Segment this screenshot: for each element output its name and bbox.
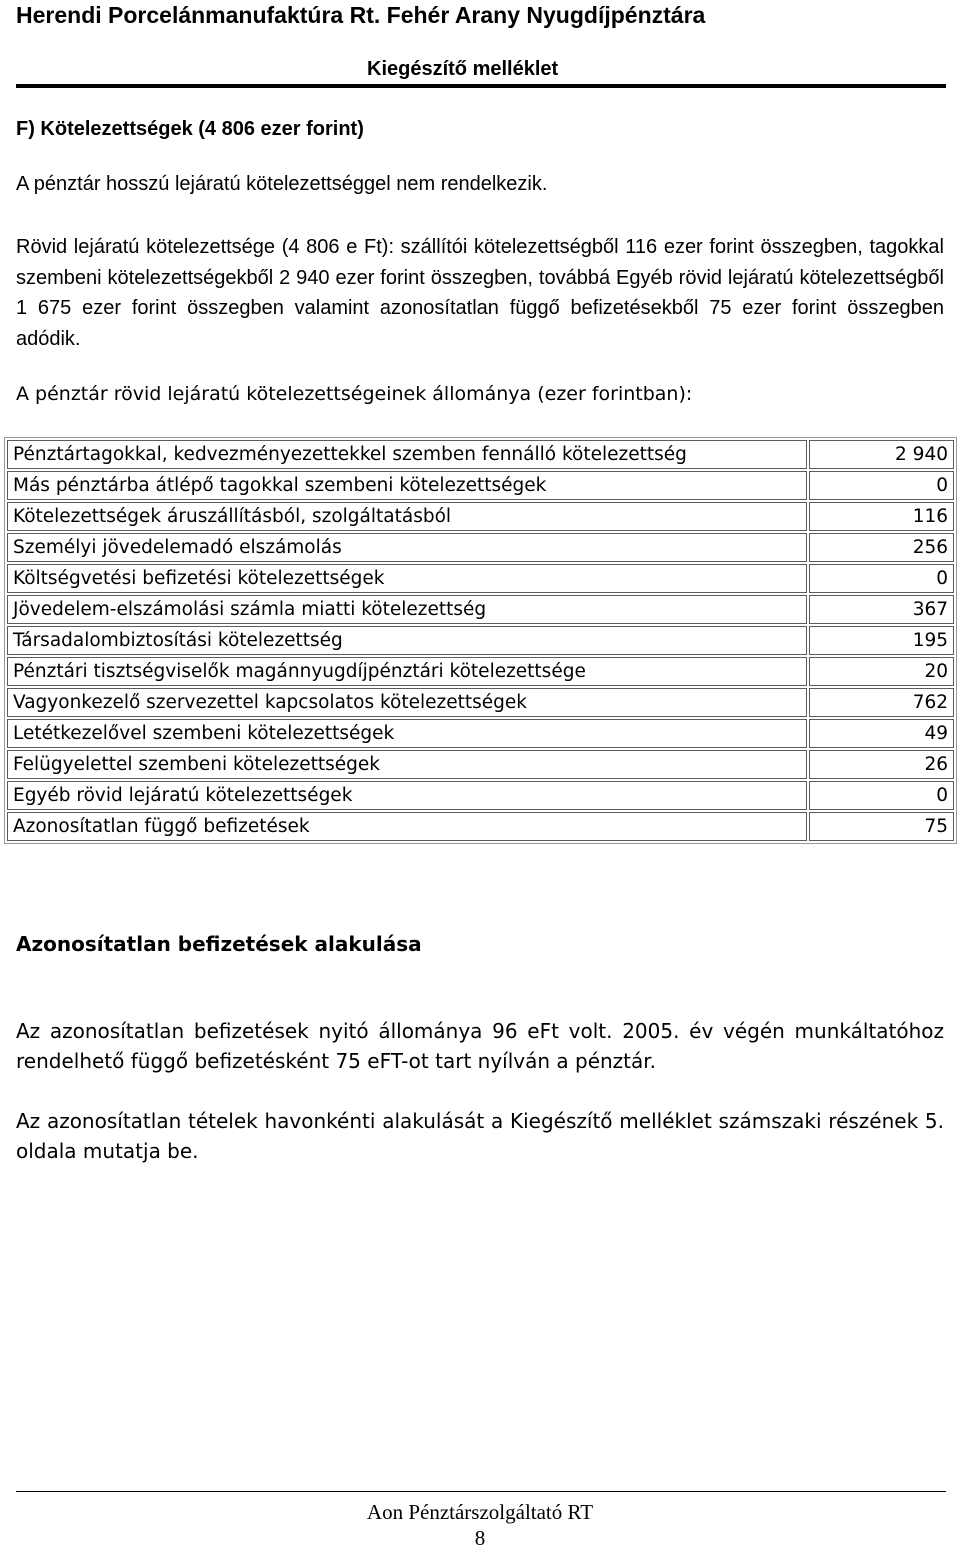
liability-value: 195 [809, 626, 954, 655]
liability-label: Letétkezelővel szembeni kötelezettségek [7, 719, 807, 748]
paragraph-unidentified-reference: Az azonosítatlan tételek havonkénti alakulását a Kiegészítő melléklet számszaki részének 5. oldala mutatja be. [16, 1109, 944, 1163]
table-row [7, 750, 954, 779]
liability-label: Felügyelettel szembeni kötelezettségek [7, 750, 807, 779]
document-title: Herendi Porcelánmanufaktúra Rt. Fehér Arany Nyugdíjpénztára [16, 2, 706, 28]
table-row [7, 812, 954, 841]
table-row [7, 781, 954, 810]
liability-value: 0 [809, 781, 954, 810]
document-subtitle: Kiegészítő melléklet [367, 58, 559, 80]
liability-value: 367 [809, 595, 954, 624]
liability-label: Vagyonkezelő szervezettel kapcsolatos kötelezettségek [7, 688, 807, 717]
liability-label: Más pénztárba átlépő tagokkal szembeni kötelezettségek [7, 471, 807, 500]
table-row [7, 657, 954, 686]
paragraph-long-term: A pénztár hosszú lejáratú kötelezettséggel nem rendelkezik. [16, 173, 548, 195]
liability-label: Költségvetési befizetési kötelezettségek [7, 564, 807, 593]
liability-label: Pénztártagokkal, kedvezményezettekkel szemben fennálló kötelezettség [7, 440, 807, 469]
header-divider [16, 84, 946, 88]
liability-label: Kötelezettségek áruszállításból, szolgáltatásból [7, 502, 807, 531]
liability-value: 762 [809, 688, 954, 717]
liabilities-table-body [7, 440, 954, 841]
liability-value: 2 940 [809, 440, 954, 469]
table-row [7, 719, 954, 748]
liability-label: Egyéb rövid lejáratú kötelezettségek [7, 781, 807, 810]
liability-label: Azonosítatlan függő befizetések [7, 812, 807, 841]
liability-value: 26 [809, 750, 954, 779]
table-row [7, 564, 954, 593]
page-number: 8 [474, 1526, 486, 1550]
table-row [7, 502, 954, 531]
liability-value: 256 [809, 533, 954, 562]
table-row [7, 533, 954, 562]
table-row [7, 626, 954, 655]
table-row [7, 440, 954, 469]
paragraph-unidentified-opening: Az azonosítatlan befizetések nyitó állománya 96 eFt volt. 2005. év végén munkáltatóhoz rendelhető függő befizetésként 75 eFT-ot tart nyílván a pénztár. [16, 1019, 944, 1073]
liability-value: 49 [809, 719, 954, 748]
liability-value: 20 [809, 657, 954, 686]
table-row [7, 688, 954, 717]
table-row [7, 595, 954, 624]
section-title-unidentified: Azonosítatlan befizetések alakulása [16, 932, 422, 956]
liability-label: Személyi jövedelemadó elszámolás [7, 533, 807, 562]
liability-label: Jövedelem-elszámolási számla miatti kötelezettség [7, 595, 807, 624]
liability-label: Pénztári tisztségviselők magánnyugdíjpénztári kötelezettsége [7, 657, 807, 686]
liability-value: 0 [809, 564, 954, 593]
liability-value: 116 [809, 502, 954, 531]
liabilities-table [4, 437, 957, 844]
table-row [7, 471, 954, 500]
table-intro: A pénztár rövid lejáratú kötelezettségeinek állománya (ezer forintban): [16, 383, 693, 405]
section-title-liabilities: F) Kötelezettségek (4 806 ezer forint) [16, 118, 364, 140]
footer-divider [16, 1491, 946, 1492]
liability-label: Társadalombiztosítási kötelezettség [7, 626, 807, 655]
paragraph-short-term: Rövid lejáratú kötelezettsége (4 806 e Ft): szállítói kötelezettségből 116 ezer forint összegben, tagokkal szembeni kötelezettségekből 2 940 ezer forint összegben, továbbá Egyéb rövid lejáratú kötelezettségből 1 675 ezer forint összegben valamint azonosítatlan függő befizetésekből 75 ezer forint összegben adódik. [16, 236, 944, 350]
footer-company: Aon Pénztárszolgáltató RT [366, 1500, 594, 1524]
liability-value: 0 [809, 471, 954, 500]
liability-value: 75 [809, 812, 954, 841]
